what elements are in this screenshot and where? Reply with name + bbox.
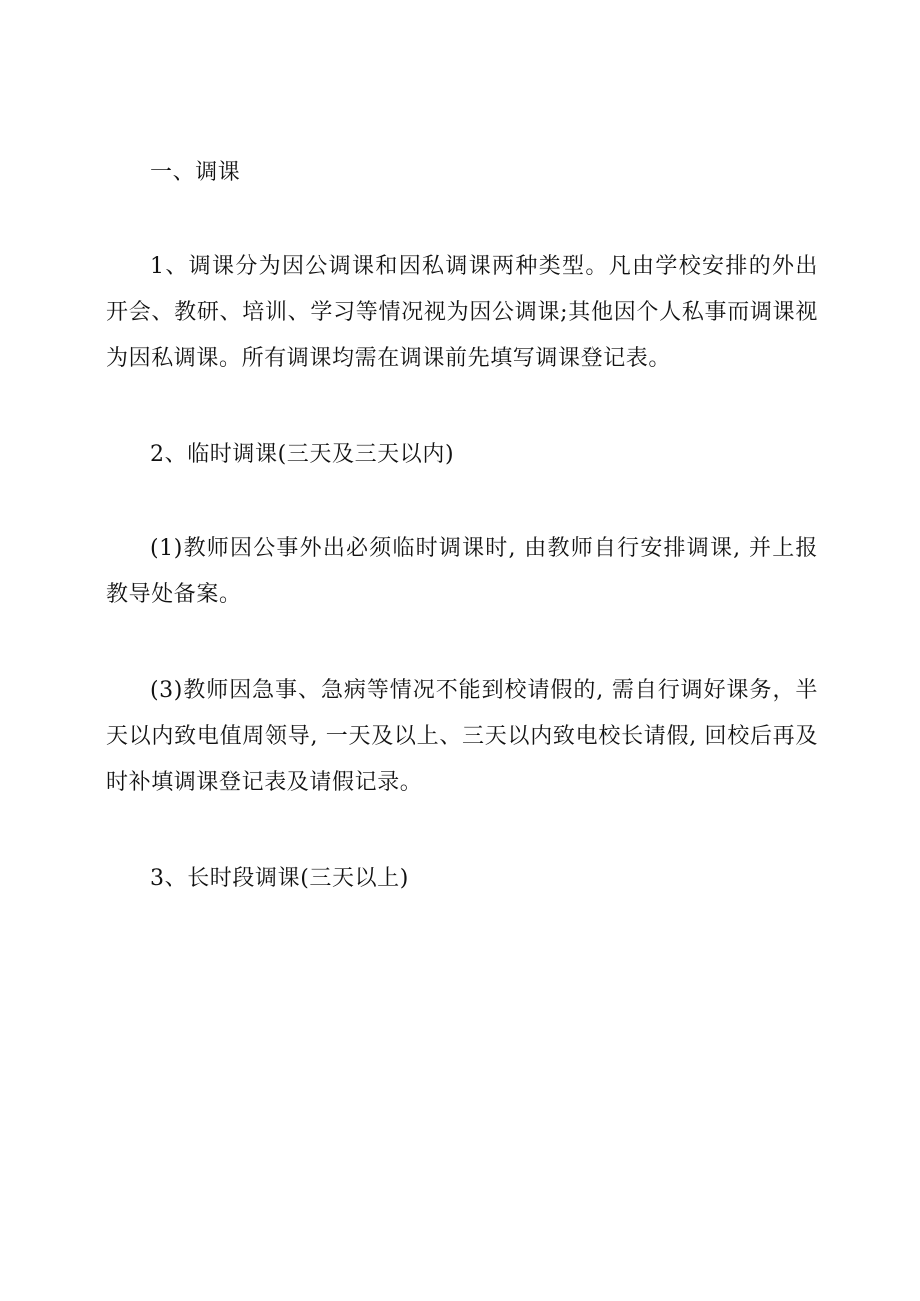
paragraph-item-1: 1、调课分为因公调课和因私调课两种类型。凡由学校安排的外出开会、教研、培训、学习等情况视为因公调课;其他因个人私事而调课视为因私调课。所有调课均需在调课前先填写调课登记表。 <box>106 254 818 371</box>
subheading-item-2: 2、临时调课(三天及三天以内) <box>150 442 455 467</box>
paragraph-item-2-sub-1: (1)教师因公事外出必须临时调课时, 由教师自行安排调课, 并上报教导处备案。 <box>106 536 818 607</box>
section-heading: 一、调课 <box>150 160 241 185</box>
subheading-item-3: 3、长时段调课(三天以上) <box>150 866 409 891</box>
paragraph-item-2-sub-3: (3)教师因急事、急病等情况不能到校请假的, 需自行调好课务，半天以内致电值周领导, 一天及以上、三天以内致电校长请假, 回校后再及时补填调课登记表及请假记录。 <box>106 678 818 795</box>
